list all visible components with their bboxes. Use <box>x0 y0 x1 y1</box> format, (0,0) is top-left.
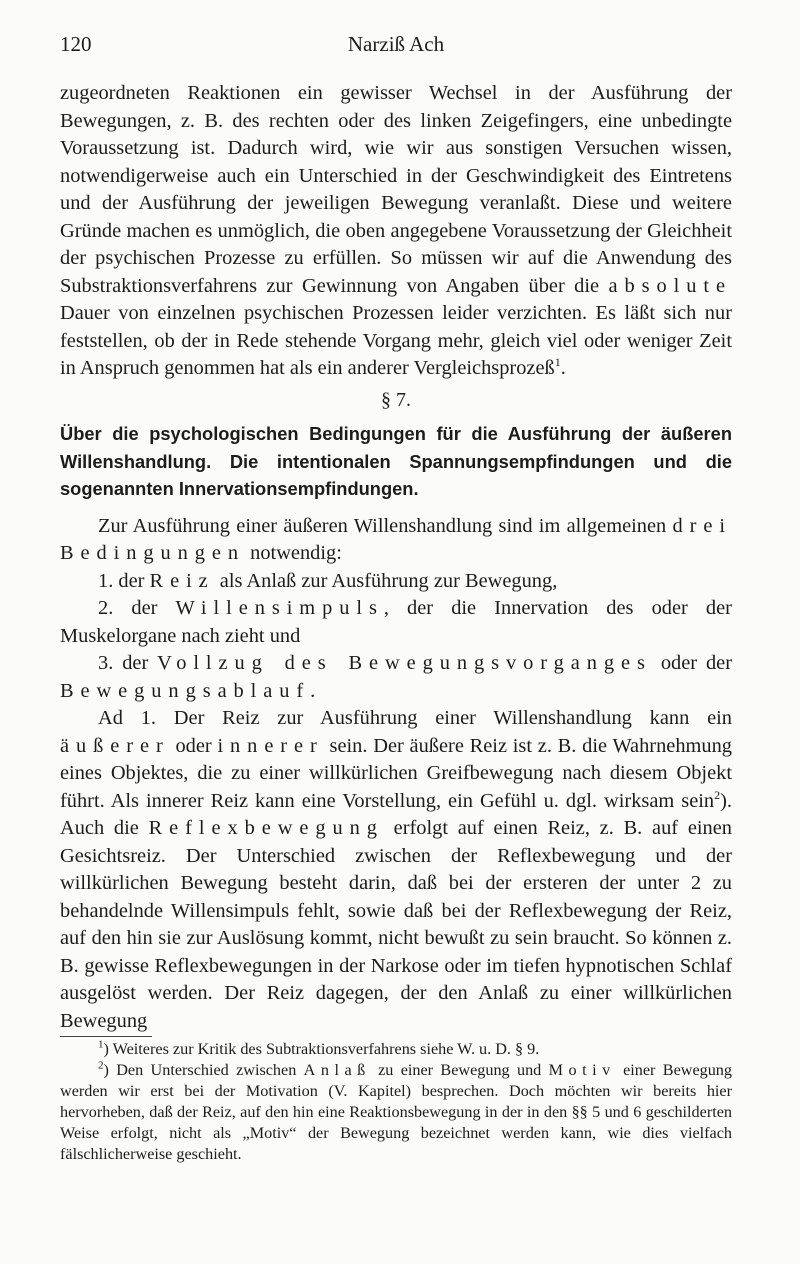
text-run: als Anlaß zur Ausführung zur Bewegung, <box>219 569 558 592</box>
spaced-emphasis: drei Bedingungen <box>60 514 732 564</box>
text-run: oder <box>175 734 212 757</box>
text-run: sein. Der äußere Reiz ist z. B. die Wahrnehmung eines Objektes, die zu einer willkürlichen Greifbewegung nach diesem Objekt führt. Als innerer Reiz kann eine Vorstellung, ein Gefühl u. dgl. wirksam sein <box>60 734 732 812</box>
footnote-divider <box>60 1036 152 1037</box>
text-run: erfolgt auf einen Reiz, z. B. auf einen Gesichtsreiz. Der Unterschied zwischen der Reflexbewegung und der willkürlichen Bewegung besteht darin, daß bei der ersteren der unter 2 zu behandelnde Willensimpuls fehlt, sowie daß bei der Reflexbewegung der Reiz, auf den hin sie zur Auslösung kommt, nicht bewußt zu sein braucht. So können z. B. gewisse Reflexbewegungen in der Narkose oder im tiefen hypnotischen Schlaf ausgelöst werden. Der Reiz dagegen, der den Anlaß zu einer willkürlichen Bewegung <box>60 817 732 1032</box>
text-run: Zur Ausführung einer äußeren Willenshandlung sind im allgemeinen <box>98 514 667 537</box>
spaced-emphasis: äußerer <box>60 734 170 757</box>
footnote-mark: 1 <box>98 1038 104 1051</box>
text-run: zu einer Bewegung und <box>378 1061 542 1079</box>
footnote-reference: 1 <box>554 355 561 370</box>
spaced-emphasis: Anlaß <box>303 1061 371 1079</box>
text-run: , der die Innervation des oder der Muskelorgane nach zieht und <box>60 597 732 647</box>
section-heading: Über die psychologischen Bedingungen für die Ausführung der äußeren Willenshandlung. Die intentionalen Spannungsempfindungen und die sogenannten Innervationsempfindungen. <box>60 423 732 499</box>
main-text <box>60 80 732 1165</box>
paragraph-continuation <box>60 80 732 383</box>
footnote-mark: 2 <box>98 1059 104 1072</box>
text-run: . <box>560 357 566 379</box>
text-run: . <box>310 679 316 702</box>
running-title: Narziß Ach <box>347 32 445 56</box>
text-run: ). Auch die <box>60 789 732 839</box>
paragraph-ad-1 <box>60 705 732 1035</box>
text-run: notwendig: <box>250 542 342 564</box>
footnote-1 <box>60 1039 732 1060</box>
list-item-reiz <box>60 568 732 596</box>
spaced-emphasis: Bewegungsablauf <box>60 679 311 702</box>
text-run: zugeordneten Reaktionen ein gewisser Wechsel in der Ausführung der Bewegungen, z. B. des rechten oder des linken Zeigefingers, eine unbedingte Voraussetzung ist. Dadurch wird, wie wir aus sonstigen Versuchen wissen, notwendigerweise auch ein Unterschied in der Geschwindigkeit des Eintretens und der Ausführung der jeweiligen Bewegung veranlaßt. Diese und weitere Gründe machen es unmöglich, die oben angegebene Voraussetzung der Gleichheit der psychischen Prozesse zu erfüllen. So müssen wir auf die Anwendung des Substraktionsverfahrens zur Gewinnung von Angaben über die <box>60 82 732 297</box>
text-run: Ad 1. Der Reiz zur Ausführung einer Willenshandlung kann ein <box>98 707 732 729</box>
spaced-emphasis: Reflexbewegung <box>148 817 384 839</box>
text-run: 3. der <box>98 652 149 674</box>
spaced-emphasis: Motiv <box>548 1061 616 1079</box>
text-run: Dauer von einzelnen psychischen Prozessen leider verzichten. Es läßt sich nur feststellen, ob der in Rede stehende Vorgang mehr, gleich viel oder weniger Zeit in Anspruch genommen hat als ein anderer Vergleichsprozeß <box>60 302 732 379</box>
spaced-emphasis: Willensimpuls <box>175 597 384 619</box>
page-header <box>60 32 732 68</box>
paragraph-conditions <box>60 513 732 568</box>
list-item-vollzug <box>60 650 732 705</box>
text-run: ) Den Unterschied zwischen <box>103 1061 297 1079</box>
section-number: § 7. <box>381 388 411 411</box>
spaced-emphasis: absolute <box>608 274 732 297</box>
text-run: 1. der <box>98 569 145 592</box>
spaced-emphasis: Vollzug des Bewegungsvorganges <box>157 652 652 674</box>
page-number: 120 <box>60 32 92 56</box>
text-run: ) Weiteres zur Kritik des Subtraktionsverfahrens siehe W. u. D. § 9. <box>103 1040 540 1058</box>
text-run: oder der <box>660 652 732 674</box>
text-run: 2. der <box>98 597 158 619</box>
footnotes <box>60 1039 732 1165</box>
footnote-reference: 2 <box>714 787 721 802</box>
list-item-willensimpuls <box>60 595 732 650</box>
footnote-2 <box>60 1060 732 1165</box>
text-run: einer Bewegung werden wir erst bei der Motivation (V. Kapitel) besprechen. Doch möchten wir bereits hier hervorheben, daß der Reiz, auf den hin eine Reaktionsbewegung in der in den §§ 5 und 6 geschilderten Weise erfolgt, nicht als „Motiv“ der Bewegung bezeichnet werden kann, wie dies vielfach fälschlicherweise geschieht. <box>60 1061 732 1163</box>
spaced-emphasis: innerer <box>217 734 324 757</box>
spaced-emphasis: Reiz <box>149 569 215 592</box>
